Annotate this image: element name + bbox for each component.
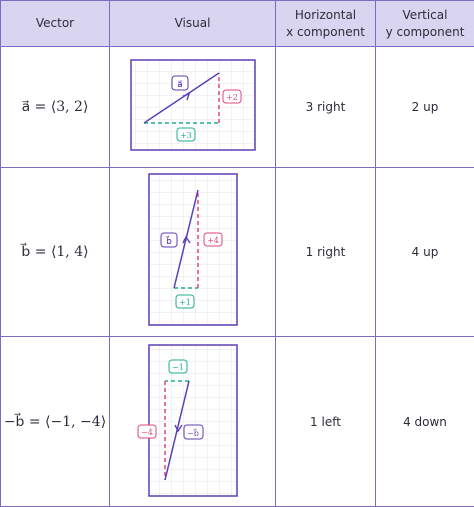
- vertical-component: 4 up: [376, 168, 474, 337]
- vector-visual: [110, 47, 276, 168]
- neg-vector-b-diagram: [111, 337, 275, 502]
- header-vertical-line1: Vertical: [376, 7, 474, 24]
- vector-label: b⃗ = ⟨1, 4⟩: [1, 168, 110, 337]
- dx-tag: +1: [179, 298, 191, 307]
- vector-visual: [110, 168, 276, 337]
- vector-tag: b⃗: [164, 235, 172, 247]
- vertical-component: 2 up: [376, 47, 474, 168]
- header-vertical-line2: y component: [376, 24, 474, 41]
- dy-tag: +4: [207, 236, 219, 245]
- vector-label: a⃗ = ⟨3, 2⟩: [1, 47, 110, 168]
- vertical-component: 4 down: [376, 337, 474, 507]
- vector-label: −b⃗ = ⟨−1, −4⟩: [1, 337, 110, 507]
- table-row: [1, 47, 474, 168]
- header-horizontal-line1: Horizontal: [276, 7, 375, 24]
- header-horizontal-line2: x component: [276, 24, 375, 41]
- vector-tag: −b⃗: [187, 428, 199, 438]
- grid-frame: [149, 345, 237, 496]
- dy-tag: −4: [141, 428, 153, 437]
- header-vertical: [376, 1, 474, 47]
- header-visual: Visual: [110, 1, 276, 47]
- horizontal-component: 1 left: [276, 337, 376, 507]
- dy-tag: +2: [226, 93, 238, 102]
- header-vector: Vector: [1, 1, 110, 47]
- vector-a-diagram: [111, 47, 275, 163]
- dx-tag: +3: [180, 131, 192, 140]
- vector-tag: a⃗: [177, 80, 183, 90]
- header-horizontal: [276, 1, 376, 47]
- table-row: [1, 168, 474, 337]
- vector-visual: [110, 337, 276, 507]
- dx-tag: −1: [172, 363, 184, 372]
- header-row: [1, 1, 474, 47]
- horizontal-component: 1 right: [276, 168, 376, 337]
- vector-b-diagram: [111, 168, 275, 332]
- table-row: [1, 337, 474, 507]
- horizontal-component: 3 right: [276, 47, 376, 168]
